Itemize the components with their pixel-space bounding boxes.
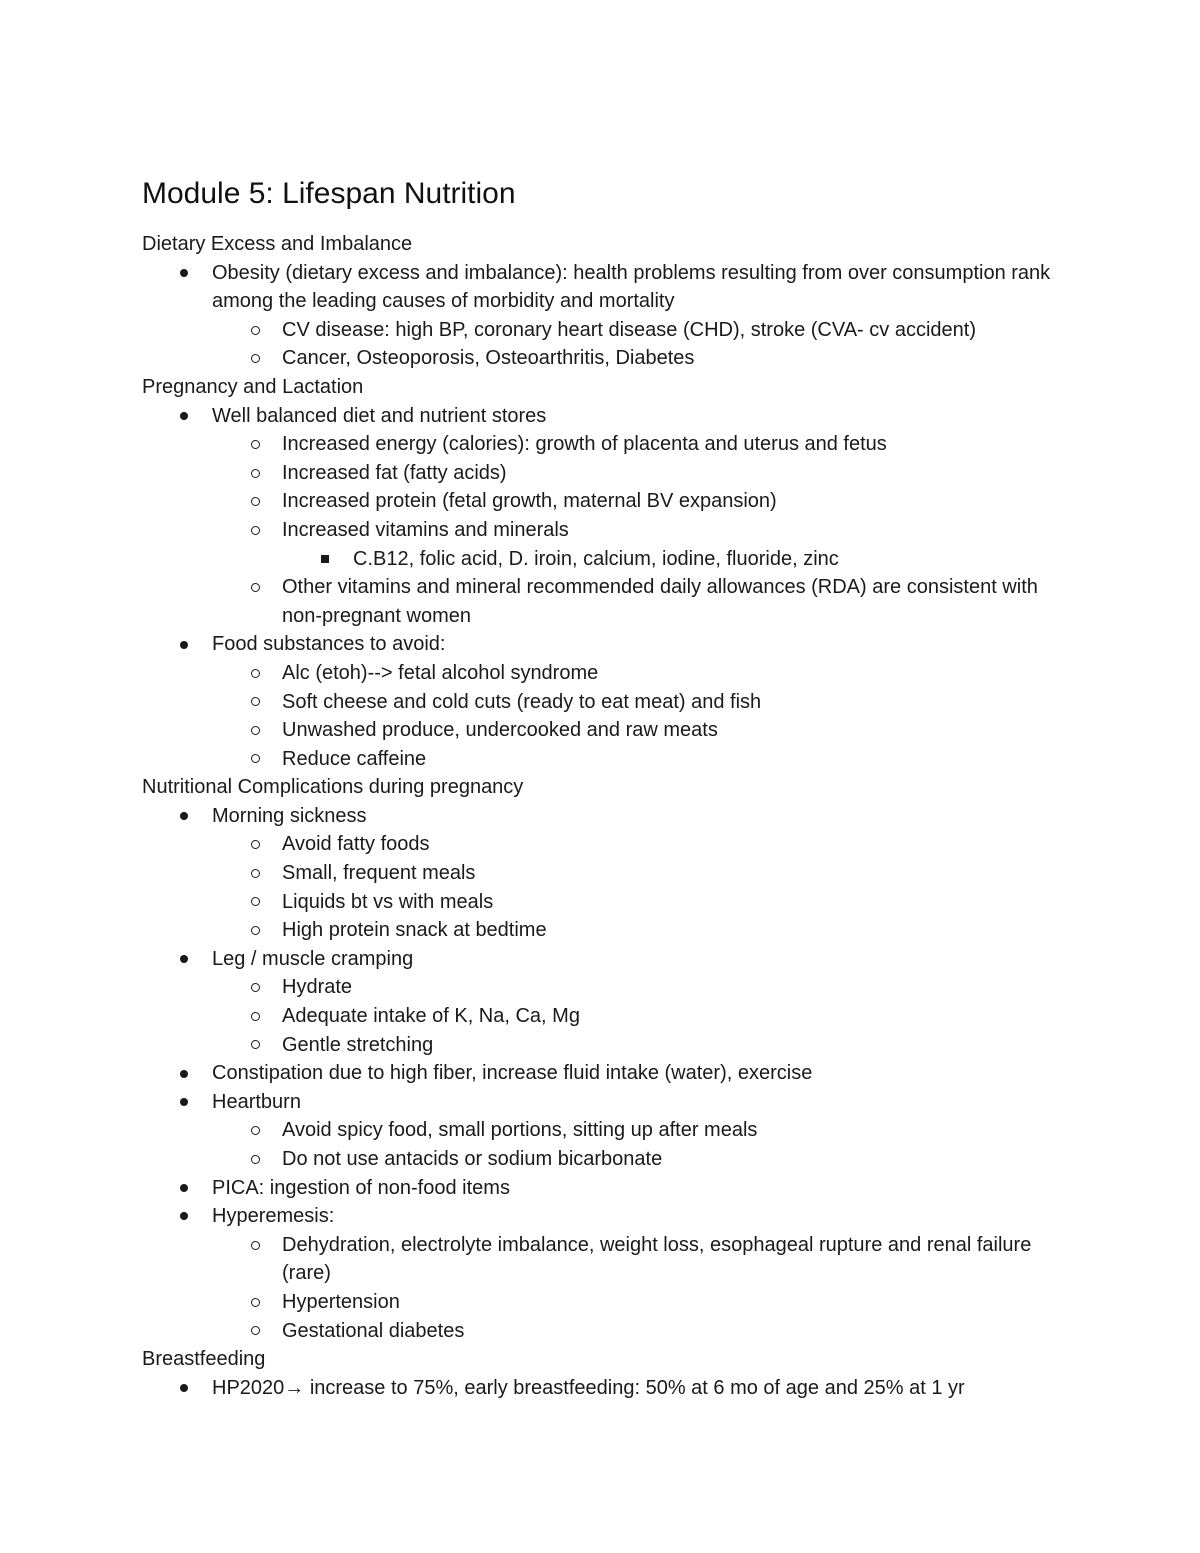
list-item-text: PICA: ingestion of non-food items (212, 1176, 510, 1199)
bullet-circle-icon (248, 916, 262, 945)
list-item (142, 259, 1082, 316)
bullet-circle-icon (248, 830, 262, 859)
list-item (142, 745, 1082, 774)
bullet-circle-icon (248, 516, 262, 545)
list-item (142, 802, 1082, 831)
list-item-text: Well balanced diet and nutrient stores (212, 404, 547, 427)
list-item (142, 516, 1082, 545)
list-item-text: Cancer, Osteoporosis, Osteoarthritis, Diabetes (282, 347, 695, 370)
bullet-dot-icon (177, 1059, 191, 1088)
bullet-circle-icon (248, 1317, 262, 1346)
list-item (142, 1374, 1082, 1403)
list-item-text: Other vitamins and mineral recommended daily allowances (RDA) are consistent with non-pregnant women (282, 576, 1038, 627)
list-item (142, 973, 1082, 1002)
list-item (142, 630, 1082, 659)
list-item-text: Increased protein (fetal growth, maternal BV expansion) (282, 490, 777, 513)
list-item-text: CV disease: high BP, coronary heart disease (CHD), stroke (CVA- cv accident) (282, 318, 976, 341)
bullet-circle-icon (248, 888, 262, 917)
bullet-circle-icon (248, 1145, 262, 1174)
list-item-text: Increased energy (calories): growth of placenta and uterus and fetus (282, 433, 887, 456)
list-item (142, 659, 1082, 688)
bullet-dot-icon (177, 1374, 191, 1403)
list-item-text: Gestational diabetes (282, 1319, 465, 1342)
list-item-text: Avoid spicy food, small portions, sitting up after meals (282, 1119, 758, 1142)
list-item-text: Hydrate (282, 976, 353, 999)
bullet-circle-icon (248, 1231, 262, 1260)
list-item-text: Liquids bt vs with meals (282, 890, 494, 913)
list-item (142, 1031, 1082, 1060)
list-item-text: Increased fat (fatty acids) (282, 461, 507, 484)
list-item (142, 573, 1082, 630)
list-item-text: Leg / muscle cramping (212, 947, 414, 970)
list-item (142, 545, 1082, 574)
list-item-text: Food substances to avoid: (212, 633, 446, 656)
bullet-dot-icon (177, 1174, 191, 1203)
bullet-dot-icon (177, 802, 191, 831)
bullet-circle-icon (248, 745, 262, 774)
list-item (142, 1174, 1082, 1203)
list-item-text: High protein snack at bedtime (282, 919, 547, 942)
list-item (142, 945, 1082, 974)
bullet-dot-icon (177, 1088, 191, 1117)
bullet-circle-icon (248, 1288, 262, 1317)
bullet-circle-icon (248, 430, 262, 459)
bullet-circle-icon (248, 344, 262, 373)
list-item (142, 1288, 1082, 1317)
bullet-circle-icon (248, 859, 262, 888)
list-item (142, 1317, 1082, 1346)
section-heading-complications: Nutritional Complications during pregnancy (142, 776, 524, 799)
list-item (142, 1231, 1082, 1288)
bullet-circle-icon (248, 659, 262, 688)
bullet-dot-icon (177, 630, 191, 659)
bullet-circle-icon (248, 316, 262, 345)
bullet-square-icon (318, 545, 332, 574)
list-item (142, 688, 1082, 717)
bullet-circle-icon (248, 573, 262, 602)
list-item (142, 888, 1082, 917)
list-item-text: Morning sickness (212, 804, 367, 827)
list-item (142, 1002, 1082, 1031)
bullet-circle-icon (248, 1031, 262, 1060)
list-item-text: Increased vitamins and minerals (282, 518, 569, 541)
list-item (142, 316, 1082, 345)
list-item (142, 430, 1082, 459)
list-item-text: Dehydration, electrolyte imbalance, weight loss, esophageal rupture and renal failure (rare) (282, 1233, 1032, 1285)
section-heading-dietary: Dietary Excess and Imbalance (142, 233, 413, 255)
document-page (142, 174, 1082, 1402)
list-item (142, 716, 1082, 745)
list-item (142, 402, 1082, 431)
list-item (142, 487, 1082, 516)
list-item-text: HP2020→ increase to 75%, early breastfeeding: 50% at 6 mo of age and 25% at 1 yr (212, 1376, 965, 1399)
bullet-dot-icon (177, 402, 191, 431)
list-item-text: Do not use antacids or sodium bicarbonate (282, 1148, 663, 1170)
list-item (142, 1145, 1082, 1174)
section-heading-pregnancy: Pregnancy and Lactation (142, 375, 364, 398)
bullet-dot-icon (177, 1202, 191, 1231)
list-item-text: C.B12, folic acid, D. iroin, calcium, iodine, fluoride, zinc (353, 547, 839, 570)
list-item (142, 1202, 1082, 1231)
list-item (142, 459, 1082, 488)
list-item (142, 1116, 1082, 1145)
bullet-dot-icon (177, 945, 191, 974)
list-item-text: Obesity (dietary excess and imbalance): health problems resulting from over consumption rank among the leading causes of morbidity and mortality (212, 261, 1051, 313)
list-item (142, 1059, 1082, 1088)
bullet-circle-icon (248, 688, 262, 717)
bullet-circle-icon (248, 973, 262, 1002)
list-item-text: Unwashed produce, undercooked and raw meats (282, 719, 718, 742)
bullet-circle-icon (248, 1002, 262, 1031)
bullet-circle-icon (248, 716, 262, 745)
list-item-text: Reduce caffeine (282, 747, 427, 770)
list-item (142, 859, 1082, 888)
bullet-circle-icon (248, 459, 262, 488)
list-item-text: Heartburn (212, 1090, 301, 1113)
section-heading-breastfeeding: Breastfeeding (142, 1348, 266, 1371)
list-item-text: Hyperemesis: (212, 1205, 335, 1228)
list-item-text: Hypertension (282, 1290, 400, 1313)
list-item-text: Gentle stretching (282, 1033, 434, 1056)
list-item (142, 830, 1082, 859)
bullet-circle-icon (248, 1116, 262, 1145)
list-item-text: Alc (etoh)--> fetal alcohol syndrome (282, 661, 599, 684)
page-title: Module 5: Lifespan Nutrition (142, 177, 516, 210)
list-item-text: Constipation due to high fiber, increase fluid intake (water), exercise (212, 1062, 813, 1085)
list-item-text: Avoid fatty foods (282, 833, 430, 856)
list-item (142, 1088, 1082, 1117)
list-item-text: Soft cheese and cold cuts (ready to eat meat) and fish (282, 690, 762, 713)
list-item (142, 916, 1082, 945)
bullet-dot-icon (177, 259, 191, 288)
list-item-text: Small, frequent meals (282, 862, 476, 885)
bullet-circle-icon (248, 487, 262, 516)
list-item-text: Adequate intake of K, Na, Ca, Mg (282, 1005, 580, 1028)
list-item (142, 344, 1082, 373)
